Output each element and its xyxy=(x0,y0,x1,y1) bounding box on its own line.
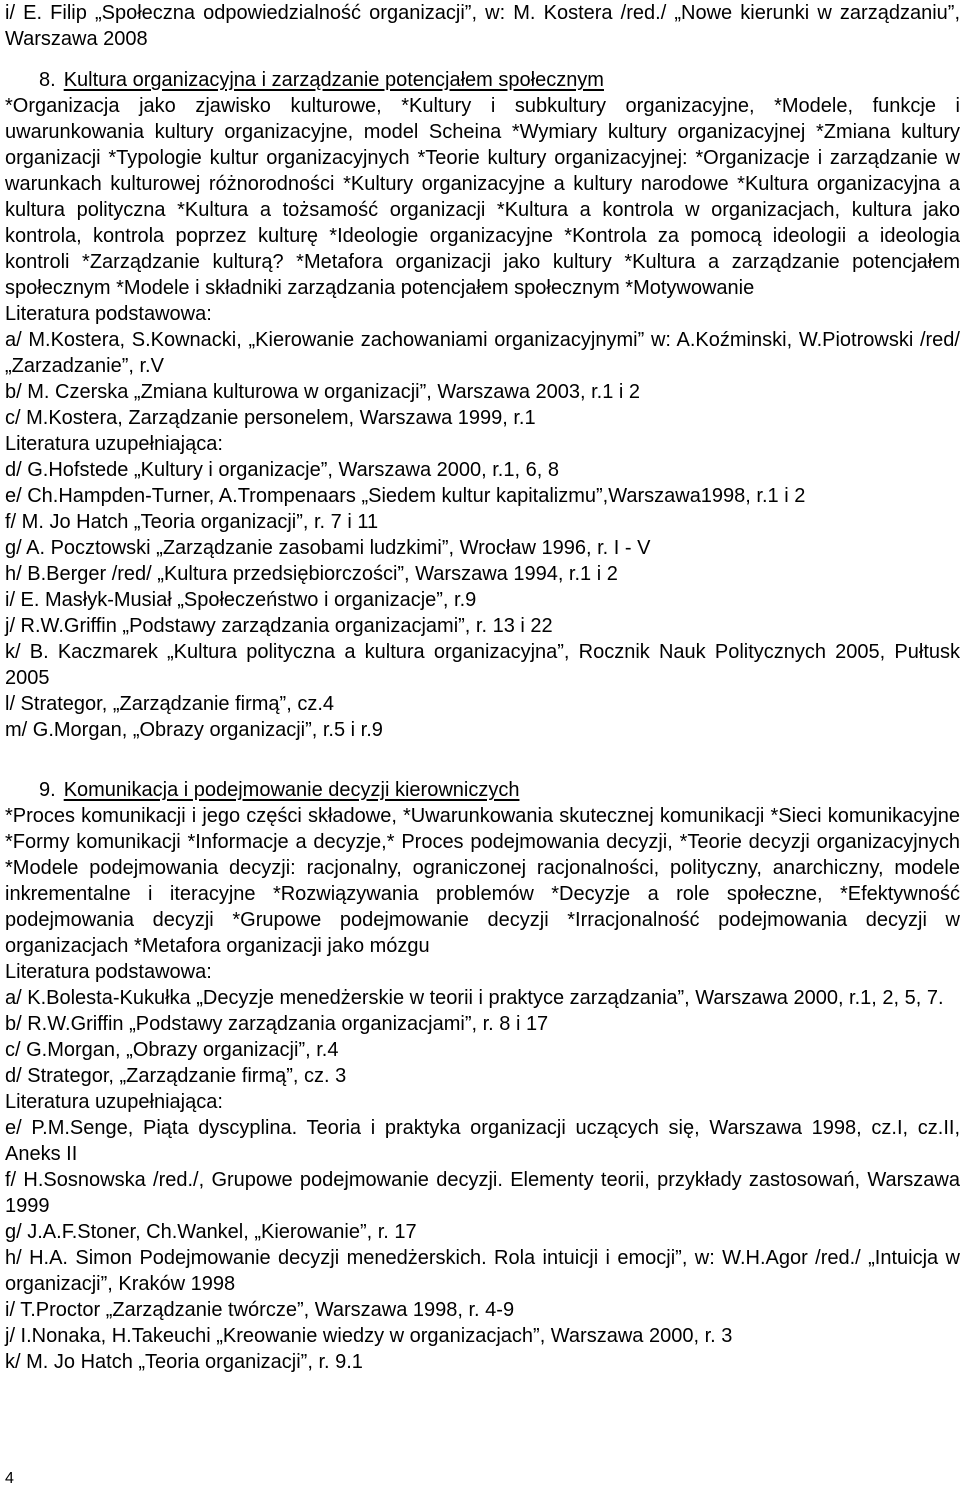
reference-item: d/ Strategor, „Zarządzanie firmą”, cz. 3 xyxy=(5,1065,347,1087)
reference-item: i/ T.Proctor „Zarządzanie twórcze”, Warszawa 1998, r. 4-9 xyxy=(5,1299,515,1321)
reference-item: j/ R.W.Griffin „Podstawy zarządzania organizacjami”, r. 13 i 22 xyxy=(5,615,553,637)
intro-reference: i/ E. Filip „Społeczna odpowiedzialność organizacji”, w: M. Kostera /red./ „Nowe kierunki w zarządzaniu”, Warszawa 2008 xyxy=(5,2,960,50)
page-number: 4 xyxy=(5,1470,14,1487)
reference-item: j/ I.Nonaka, H.Takeuchi „Kreowanie wiedzy w organizacjach”, Warszawa 2000, r. 3 xyxy=(5,1325,733,1347)
basic-literature-label: Literatura podstawowa: xyxy=(5,961,212,983)
reference-item: e/ Ch.Hampden-Turner, A.Trompenaars „Siedem kultur kapitalizmu”,Warszawa1998, r.1 i 2 xyxy=(5,485,806,507)
reference-item: k/ M. Jo Hatch „Teoria organizacji”, r. 9.1 xyxy=(5,1351,363,1373)
reference-item: m/ G.Morgan, „Obrazy organizacji”, r.5 i r.9 xyxy=(5,719,383,741)
reference-item: f/ H.Sosnowska /red./, Grupowe podejmowanie decyzji. Elementy teorii, przykłady zastosowań, Warszawa 1999 xyxy=(5,1169,960,1217)
reference-item: g/ A. Pocztowski „Zarządzanie zasobami ludzkimi”, Wrocław 1996, r. I - V xyxy=(5,537,651,559)
reference-item: a/ M.Kostera, S.Kownacki, „Kierowanie zachowaniami organizacyjnymi” w: A.Koźminski, W.Piotrowski /red/ „Zarzadzanie”, r.V xyxy=(5,329,960,377)
section-content: *Proces komunikacji i jego części składowe, *Uwarunkowania skutecznej komunikacji *Sieci komunikacyjne *Formy komunikacji *Informacje a decyzje,* Proces podejmowania decyzji, *Teorie decyzji organizacyjnych *Modele podejmowania decyzji: racjonalny, ograniczonej racjonalności, polityczny, anarchiczny, modele inkrementalne i iteracyjne *Rozwiązywania problemów *Decyzje a role społeczne, *Efektywność podejmowania decyzji *Grupowe podejmowanie decyzji *Irracjonalność podejmowania decyzji w organizacjach *Metafora organizacji jako mózgu xyxy=(5,805,960,957)
reference-item: k/ B. Kaczmarek „Kultura polityczna a kultura organizacyjna”, Rocznik Nauk Politycznych 2005, Pułtusk 2005 xyxy=(5,641,960,689)
section-content: *Organizacja jako zjawisko kulturowe, *Kultury i subkultury organizacyjne, *Modele, funkcje i uwarunkowania kultury organizacyjne, model Scheina *Wymiary kultury organizacyjnej *Zmiana kultury organizacji *Typologie kultur organizacyjnych *Teorie kultury organizacyjnej: *Organizacje i zarządzanie w warunkach kulturowej różnorodności *Kultury organizacyjne a kultury narodowe *Kultura organizacyjna a kultura polityczna *Kultura a tożsamość organizacji *Kultura a kontrola w organizacjach, kultura jako kontrola, kontrola poprzez kulturę *Ideologie organizacyjne *Kontrola za pomocą ideologii a ideologia kontroli *Zarządzanie kulturą? *Metafora organizacji jako kultury *Kultura a zarządzanie potencjałem społecznym *Modele i składniki zarządzania potencjałem społecznym *Motywowanie xyxy=(5,95,960,299)
reference-item: a/ K.Bolesta-Kukułka „Decyzje menedżerskie w teorii i praktyce zarządzania”, Warszawa 2000, r.1, 2, 5, 7. xyxy=(5,987,944,1009)
supplementary-literature-label: Literatura uzupełniająca: xyxy=(5,1091,223,1113)
section-8 xyxy=(5,67,960,743)
section-title: Komunikacja i podejmowanie decyzji kierowniczych xyxy=(63,779,520,801)
reference-item: l/ Strategor, „Zarządzanie firmą”, cz.4 xyxy=(5,693,335,715)
reference-item: c/ G.Morgan, „Obrazy organizacji”, r.4 xyxy=(5,1039,339,1061)
spacer xyxy=(5,52,960,67)
section-number: 8. xyxy=(39,69,56,91)
reference-item: b/ M. Czerska „Zmiana kulturowa w organizacji”, Warszawa 2003, r.1 i 2 xyxy=(5,381,641,403)
reference-item: d/ G.Hofstede „Kultury i organizacje”, Warszawa 2000, r.1, 6, 8 xyxy=(5,459,559,481)
reference-item: f/ M. Jo Hatch „Teoria organizacji”, r. 7 i 11 xyxy=(5,511,379,533)
section-heading xyxy=(5,67,960,93)
document-page xyxy=(5,0,960,1375)
reference-item: i/ E. Masłyk-Musiał „Społeczeństwo i organizacje”, r.9 xyxy=(5,589,477,611)
section-number: 9. xyxy=(39,779,56,801)
section-heading xyxy=(5,777,960,803)
section-9 xyxy=(5,777,960,1375)
reference-item: h/ H.A. Simon Podejmowanie decyzji menedżerskich. Rola intuicji i emocji”, w: W.H.Agor /red./ „Intuicja w organizacji”, Kraków 1998 xyxy=(5,1247,960,1295)
supplementary-literature-label: Literatura uzupełniająca: xyxy=(5,433,223,455)
reference-item: g/ J.A.F.Stoner, Ch.Wankel, „Kierowanie”, r. 17 xyxy=(5,1221,417,1243)
basic-literature-label: Literatura podstawowa: xyxy=(5,303,212,325)
reference-item: c/ M.Kostera, Zarządzanie personelem, Warszawa 1999, r.1 xyxy=(5,407,536,429)
spacer xyxy=(5,743,960,777)
section-title: Kultura organizacyjna i zarządzanie potencjałem społecznym xyxy=(63,69,604,91)
reference-item: h/ B.Berger /red/ „Kultura przedsiębiorczości”, Warszawa 1994, r.1 i 2 xyxy=(5,563,618,585)
reference-item: e/ P.M.Senge, Piąta dyscyplina. Teoria i praktyka organizacji uczących się, Warszawa 1998, cz.I, cz.II, Aneks II xyxy=(5,1117,960,1165)
reference-item: b/ R.W.Griffin „Podstawy zarządzania organizacjami”, r. 8 i 17 xyxy=(5,1013,549,1035)
